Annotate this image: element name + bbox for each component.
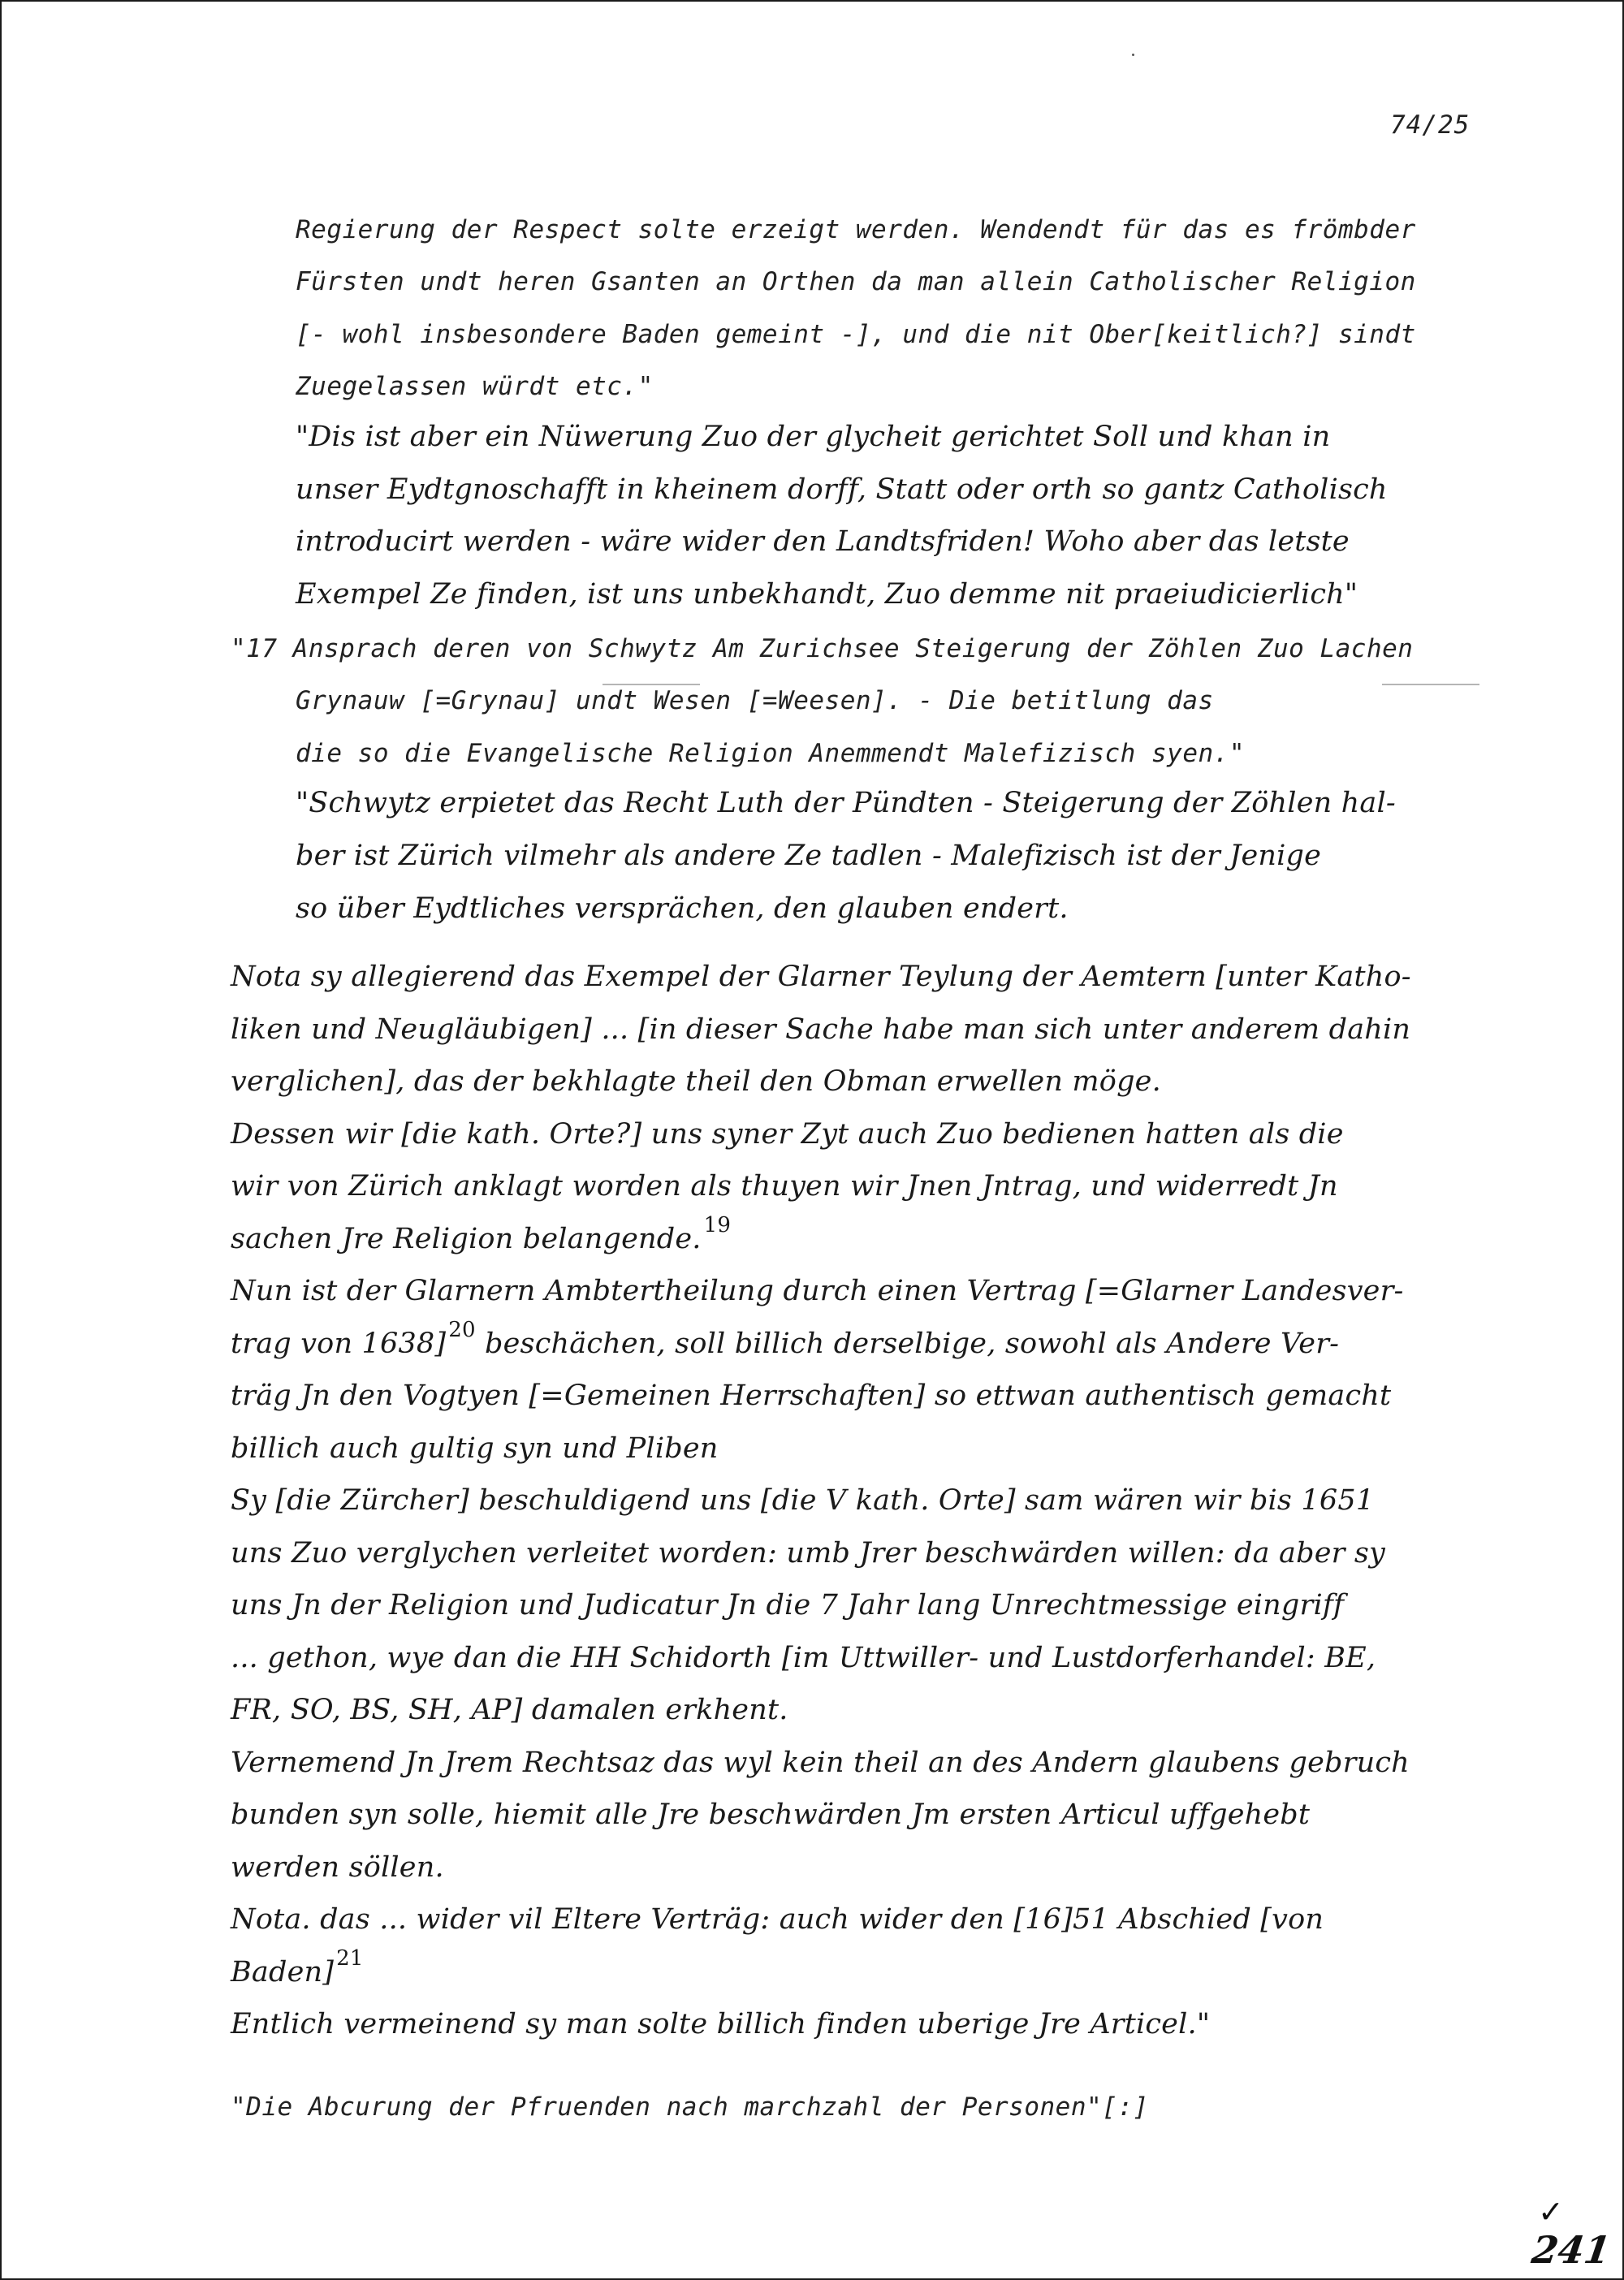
text-line: "Dis ist aber ein Nüwerung Zuo der glycheit gerichtet Soll und khan in [296,421,1331,453]
text-line: Regierung der Respect solte erzeigt werden. Wendendt für das es frömbder [296,215,1416,244]
faint-mark [1382,684,1479,685]
footnote-ref: 20 [448,1318,476,1342]
page-number: 74/25 [1390,110,1471,140]
text-line: liken und Neugläubigen] ... [in dieser Sache habe man sich unter anderem dahin [231,1013,1411,1046]
text-line: Nota. das ... wider vil Eltere Verträg: auch wider den [16]51 Abschied [von [231,1903,1324,1936]
text-line-content: sachen Jre Religion belangende. [231,1223,702,1255]
text-line: "Schwytz erpietet das Recht Luth der Pündten - Steigerung der Zöhlen hal- [296,787,1396,819]
text-line: uns Zuo verglychen verleitet worden: umb Jrer beschwärden willen: da aber sy [231,1537,1386,1570]
text-line: so über Eydtliches versprächen, den glauben endert. [296,892,1069,925]
text-line: uns Jn der Religion und Judicatur Jn die 7 Jahr lang Unrechtmessige eingriff [231,1589,1345,1621]
text-line: Entlich vermeinend sy man solte billich finden uberige Jre Articel." [231,2008,1211,2040]
text-line: Vernemend Jn Jrem Rechtsaz das wyl kein theil an des Andern glaubens gebruch [231,1747,1410,1779]
text-line: introducirt werden - wäre wider den Landtsfriden! Woho aber das letste [296,525,1350,558]
text-line: träg Jn den Vogtyen [=Gemeinen Herrschaften] so ettwan authentisch gemacht [231,1380,1392,1412]
text-line: Nota sy allegierend das Exempel der Glarner Teylung der Aemtern [unter Katho- [231,961,1411,993]
text-line [231,1946,364,1989]
footnote-ref: 21 [336,1946,364,1971]
text-line: wir von Zürich anklagt worden als thuyen wir Jnen Jntrag, und widerredt Jn [231,1170,1338,1203]
text-line: Grynauw [=Grynau] undt Wesen [=Weesen]. - Die betitlung das [296,686,1214,715]
stamp-page-number: 241 [1529,2228,1613,2272]
text-line: "17 Ansprach deren von Schwytz Am Zurichsee Steigerung der Zöhlen Zuo Lachen [231,634,1414,663]
text-line-continuation: beschächen, soll billich derselbige, sowohl als Andere Ver- [475,1328,1340,1360]
text-line: Zuegelassen würdt etc." [296,372,654,401]
text-line: verglichen], das der bekhlagte theil den Obman erwellen möge. [231,1065,1161,1098]
text-line: Fürsten undt heren Gsanten an Orthen da man allein Catholischer Religion [296,267,1416,296]
text-line: Nun ist der Glarnern Ambtertheilung durch einen Vertrag [=Glarner Landesver- [231,1275,1404,1307]
faint-mark [603,684,700,685]
text-line [231,1213,732,1255]
text-line: billich auch gultig syn und Pliben [231,1432,719,1465]
text-line: ... gethon, wye dan die HH Schidorth [im Uttwiller- und Lustdorferhandel: BE, [231,1642,1376,1674]
text-line [231,1318,1340,1360]
text-line: Dessen wir [die kath. Orte?] uns syner Zyt auch Zuo bedienen hatten als die [231,1118,1344,1151]
text-line: "Die Abcurung der Pfruenden nach marchzahl der Personen"[:] [231,2092,1149,2122]
text-line: Sy [die Zürcher] beschuldigend uns [die V kath. Orte] sam wären wir bis 1651 [231,1484,1375,1517]
text-line-content: trag von 1638] [231,1328,447,1360]
text-line: werden söllen. [231,1851,444,1884]
text-line-content: Baden] [231,1956,335,1989]
text-line: Exempel Ze finden, ist uns unbekhandt, Zuo demme nit praeiudicierlich" [296,578,1358,611]
text-line: ber ist Zürich vilmehr als andere Ze tadlen - Malefizisch ist der Jenige [296,840,1322,872]
footnote-ref: 19 [703,1213,732,1237]
text-line: FR, SO, BS, SH, AP] damalen erkhent. [231,1694,788,1726]
stray-dot [1132,54,1134,56]
check-mark-icon: ✓ [1538,2194,1564,2230]
text-line: die so die Evangelische Religion Anemmendt Malefizisch syen." [296,739,1245,768]
text-line: [- wohl insbesondere Baden gemeint -], und die nit Ober[keitlich?] sindt [296,320,1416,349]
text-line: unser Eydtgnoschafft in kheinem dorff, Statt oder orth so gantz Catholisch [296,473,1388,506]
text-line: bunden syn solle, hiemit alle Jre beschwärden Jm ersten Articul uffgehebt [231,1799,1311,1831]
